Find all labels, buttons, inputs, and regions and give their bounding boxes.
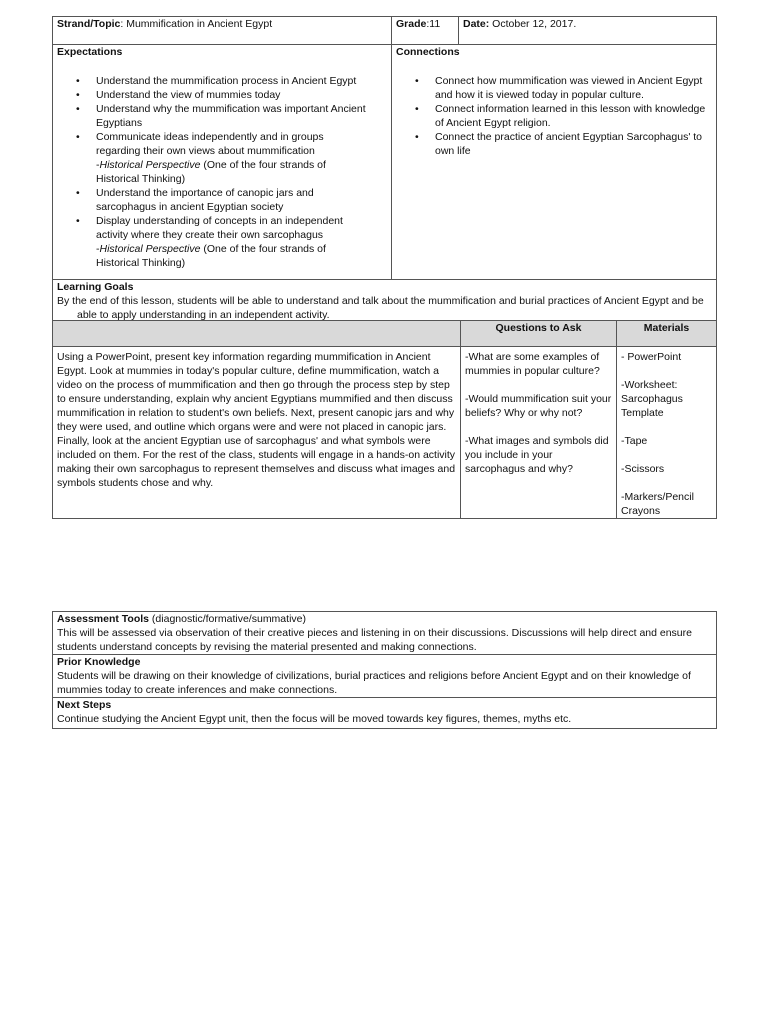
- question-item: -What images and symbols did you include in your sarcophagus and why?: [465, 435, 609, 475]
- next-steps-heading: Next Steps: [57, 699, 112, 711]
- material-item: - PowerPoint: [621, 351, 682, 363]
- expectation-item: • Understand the importance of canopic jars and sarcophagus in ancient Egyptian society: [96, 186, 367, 214]
- procedure-header-cell: [53, 321, 461, 347]
- assessment-text: This will be assessed via observation of their creative pieces and listening in on their discussions. Discussions will help direct and ensure students understand concepts by revising the material presented and making connections.: [57, 627, 692, 653]
- assessment-heading: Assessment Tools: [57, 613, 150, 625]
- next-steps-cell: [53, 698, 717, 729]
- expectation-item: • Understand the mummification process in Ancient Egypt: [96, 74, 367, 88]
- question-item: -What are some examples of mummies in popular culture?: [465, 351, 600, 377]
- connection-item: • Connect information learned in this lesson with knowledge of Ancient Egypt religion.: [435, 102, 706, 130]
- expectations-heading: Expectations: [57, 46, 123, 58]
- expectation-item: • Understand why the mummification was important Ancient Egyptians: [96, 102, 367, 130]
- prior-knowledge-text: Students will be drawing on their knowledge of civilizations, burial practices and religions before Ancient Egypt and on their knowledge of mummies today to create inferences and make connections.: [57, 670, 691, 696]
- material-item: -Worksheet: Sarcophagus Template: [621, 379, 683, 419]
- assessment-table: [52, 611, 717, 729]
- date-value: October 12, 2017.: [489, 18, 577, 30]
- connection-item: • Connect the practice of ancient Egyptian Sarcophagus' to own life: [435, 130, 706, 158]
- grade-value: :11: [426, 18, 441, 30]
- procedure-text: Using a PowerPoint, present key information regarding mummification in Ancient Egypt. Look at mummies in today's popular culture, define mummification, watch a video on the process of mummification and then go through the process step by step to ensure understanding, explain why ancient Egyptians mummified and then discuss mummification in relation to student's own beliefs. Next, present canopic jars and why they were used, and outline which organs were and were not placed in canopic jars. Finally, look at the ancient Egyptian use of sarcophagus' and what symbols were included on them. For the rest of the class, students will engage in a hands-on activity making their own sarcophagus to represent themselves and discuss what images and symbols students chose and why.: [57, 351, 456, 489]
- assessment-heading-note: (diagnostic/formative/summative): [149, 613, 306, 625]
- learning-goals-cell: [53, 280, 717, 323]
- questions-header: Questions to Ask: [461, 321, 617, 347]
- assessment-cell: [53, 612, 717, 655]
- expectation-item: • Understand the view of mummies today: [96, 88, 367, 102]
- materials-cell: [617, 347, 717, 519]
- lesson-plan-top-table: [52, 16, 717, 322]
- connection-item: • Connect how mummification was viewed in Ancient Egypt and how it is viewed today in popular culture.: [435, 74, 706, 102]
- material-item: -Scissors: [621, 463, 665, 475]
- material-item: -Markers/Pencil Crayons: [621, 491, 694, 517]
- connections-list: [396, 74, 712, 158]
- learning-goals-text: By the end of this lesson, students will be able to understand and talk about the mummification and burial practices of Ancient Egypt and be able to apply understanding in an independent activity.: [57, 295, 704, 321]
- date-label: Date:: [463, 18, 490, 30]
- expectations-list: [57, 74, 387, 270]
- next-steps-text: Continue studying the Ancient Egypt unit, then the focus will be moved towards key figures, themes, myths etc.: [57, 713, 572, 725]
- prior-knowledge-heading: Prior Knowledge: [57, 656, 141, 668]
- procedure-cell: [53, 347, 461, 519]
- learning-goals-heading: Learning Goals: [57, 281, 134, 293]
- assessment-heading-line: [57, 612, 712, 626]
- strand-value: : Mummification in Ancient Egypt: [120, 18, 273, 30]
- prior-knowledge-cell: [53, 655, 717, 698]
- expectation-item: • Display understanding of concepts in an independent activity where they create their own sarcophagus -Historical Perspective (One of the four strands of Historical Thinking): [96, 214, 367, 270]
- connections-cell: [392, 45, 717, 280]
- expectation-item: • Communicate ideas independently and in groups regarding their own views about mummification -Historical Perspective (One of the four strands of Historical Thinking): [96, 130, 367, 186]
- grade-label: Grade: [396, 18, 427, 30]
- expectation-note: -Historical Perspective (One of the four strands of Historical Thinking): [96, 243, 326, 269]
- expectations-cell: [53, 45, 392, 280]
- connections-heading: Connections: [396, 46, 460, 58]
- strand-label: Strand/Topic: [57, 18, 121, 30]
- date-cell: [459, 17, 717, 45]
- strand-topic-cell: [53, 17, 392, 45]
- material-item: -Tape: [621, 435, 648, 447]
- grade-cell: [392, 17, 459, 45]
- expectation-note: -Historical Perspective (One of the four strands of Historical Thinking): [96, 159, 326, 185]
- questions-cell: [461, 347, 617, 519]
- lesson-activity-table: [52, 320, 717, 519]
- question-item: -Would mummification suit your beliefs? Why or why not?: [465, 393, 612, 419]
- materials-header: Materials: [617, 321, 717, 347]
